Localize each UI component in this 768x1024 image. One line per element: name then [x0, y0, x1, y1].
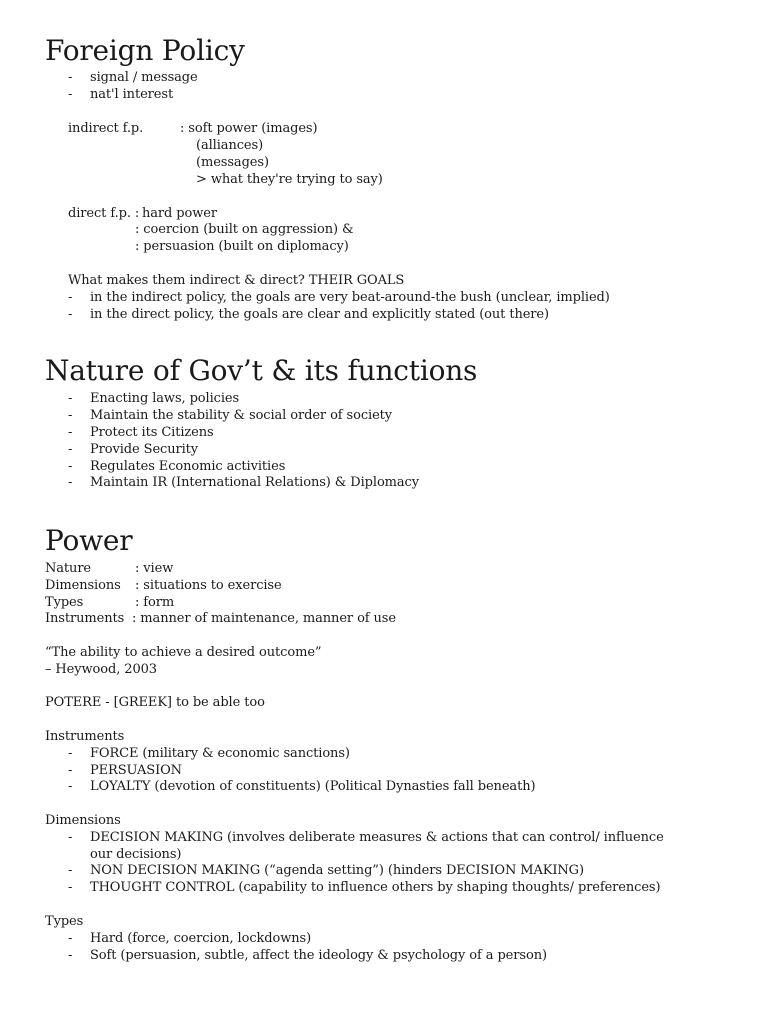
def-term: Nature [45, 561, 92, 576]
list-item: Protect its Citizens [90, 425, 214, 440]
def-value: : situations to exercise [135, 578, 282, 593]
subheading-types: Types [45, 914, 84, 929]
bullet-dash: - [68, 442, 73, 457]
indirect-line: (messages) [196, 155, 269, 170]
def-value: : view [135, 561, 174, 576]
list-item: Enacting laws, policies [90, 391, 240, 406]
bullet-dash: - [68, 290, 73, 305]
direct-line: : coercion (built on aggression) & [135, 222, 354, 237]
indirect-line: (alliances) [196, 138, 264, 153]
goals-question: What makes them indirect & direct? THEIR GOALS [68, 273, 405, 288]
list-item-continuation: our decisions) [90, 847, 182, 862]
subheading-dimensions: Dimensions [45, 813, 121, 828]
bullet-dash: - [68, 763, 73, 778]
list-item: DECISION MAKING (involves deliberate measures & actions that can control/ influence [90, 830, 664, 845]
def-value: : manner of maintenance, manner of use [132, 611, 396, 626]
list-item: FORCE (military & economic sanctions) [90, 746, 350, 761]
bullet-dash: - [68, 391, 73, 406]
bullet-dash: - [68, 948, 73, 963]
bullet-dash: - [68, 830, 73, 845]
direct-line: : persuasion (built on diplomacy) [135, 239, 349, 254]
direct-label: direct f.p. : [68, 206, 140, 221]
quote: “The ability to achieve a desired outcome” [45, 645, 322, 660]
list-item: in the indirect policy, the goals are very beat-around-the bush (unclear, implied) [90, 290, 610, 305]
heading-nature-of-govt: Nature of Gov’t & its functions [45, 354, 478, 387]
bullet-dash: - [68, 425, 73, 440]
indirect-line: : soft power (images) [180, 121, 318, 136]
indirect-label: indirect f.p. [68, 121, 144, 136]
list-item: Hard (force, coercion, lockdowns) [90, 931, 312, 946]
direct-line: hard power [142, 206, 217, 221]
def-term: Types [45, 595, 84, 610]
subheading-instruments: Instruments [45, 729, 125, 744]
heading-power: Power [45, 524, 133, 557]
list-item: Soft (persuasion, subtle, affect the ideology & psychology of a person) [90, 948, 547, 963]
quote-source: – Heywood, 2003 [45, 662, 157, 677]
list-item: nat'l interest [90, 87, 174, 102]
def-term: Dimensions [45, 578, 121, 593]
bullet-dash: - [68, 863, 73, 878]
list-item: in the direct policy, the goals are clear and explicitly stated (out there) [90, 307, 549, 322]
bullet-dash: - [68, 746, 73, 761]
heading-foreign-policy: Foreign Policy [45, 34, 245, 67]
potere-line: POTERE - [GREEK] to be able too [45, 695, 265, 710]
bullet-dash: - [68, 459, 73, 474]
bullet-dash: - [68, 475, 73, 490]
bullet-dash: - [68, 880, 73, 895]
def-term: Instruments [45, 611, 125, 626]
list-item: Maintain the stability & social order of society [90, 408, 393, 423]
indirect-line: > what they're trying to say) [196, 172, 383, 187]
list-item: THOUGHT CONTROL (capability to influence others by shaping thoughts/ preferences) [90, 880, 661, 895]
list-item: Maintain IR (International Relations) & Diplomacy [90, 475, 419, 490]
bullet-dash: - [68, 931, 73, 946]
bullet-dash: - [68, 779, 73, 794]
bullet-dash: - [68, 408, 73, 423]
list-item: signal / message [90, 70, 198, 85]
bullet-dash: - [68, 87, 73, 102]
list-item: LOYALTY (devotion of constituents) (Political Dynasties fall beneath) [90, 779, 536, 794]
list-item: PERSUASION [90, 763, 182, 778]
bullet-dash: - [68, 70, 73, 85]
list-item: Regulates Economic activities [90, 459, 286, 474]
def-value: : form [135, 595, 175, 610]
list-item: NON DECISION MAKING (“agenda setting”) (hinders DECISION MAKING) [90, 863, 584, 878]
bullet-dash: - [68, 307, 73, 322]
list-item: Provide Security [90, 442, 199, 457]
